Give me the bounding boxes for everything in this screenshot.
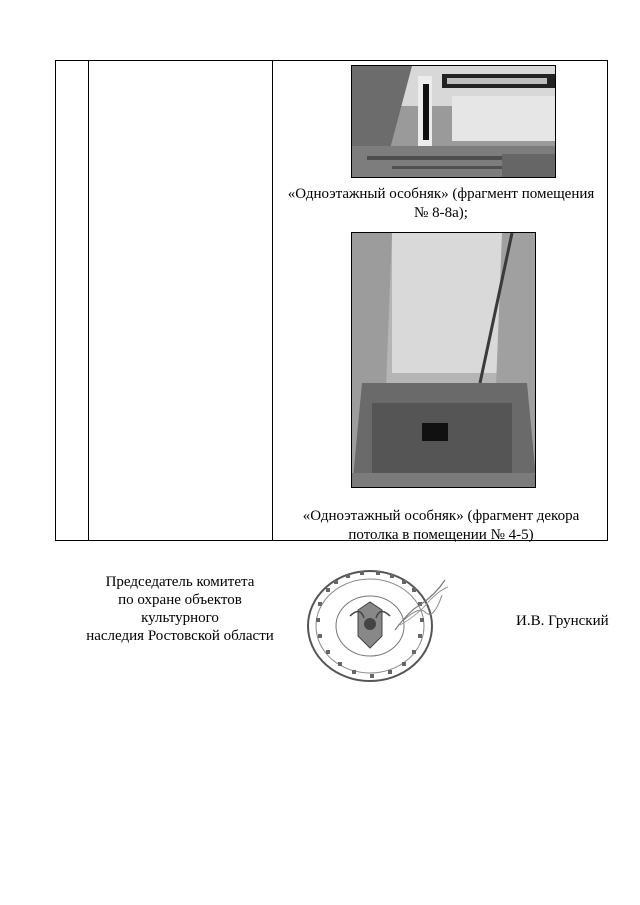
caption-line: «Одноэтажный особняк» (фрагмент помещения xyxy=(287,186,595,202)
table-column-divider xyxy=(88,61,89,540)
caption-line: потолка в помещении № 4-5) xyxy=(348,527,534,543)
photo-ceiling-decor xyxy=(351,232,536,488)
signatory-title-line: Председатель комитета xyxy=(105,574,255,590)
photo-table xyxy=(55,60,608,541)
signatory-name: И.В. Грунский xyxy=(516,613,609,629)
caption-line: № 8-8а); xyxy=(414,205,468,221)
handwritten-signature-icon xyxy=(390,575,452,635)
caption-room-fragment xyxy=(273,185,609,223)
signatory-title-line: по охране объектов культурного xyxy=(118,592,242,626)
photo-room-fragment-image xyxy=(352,66,556,178)
caption-ceiling-decor xyxy=(273,507,609,545)
signatory-title xyxy=(85,573,275,645)
signatory-title-line: наследия Ростовской области xyxy=(86,628,274,644)
photo-ceiling-decor-image xyxy=(352,233,536,488)
table-column-divider xyxy=(272,61,273,540)
caption-line: «Одноэтажный особняк» (фрагмент декора xyxy=(302,508,580,524)
photo-room-fragment xyxy=(351,65,556,178)
